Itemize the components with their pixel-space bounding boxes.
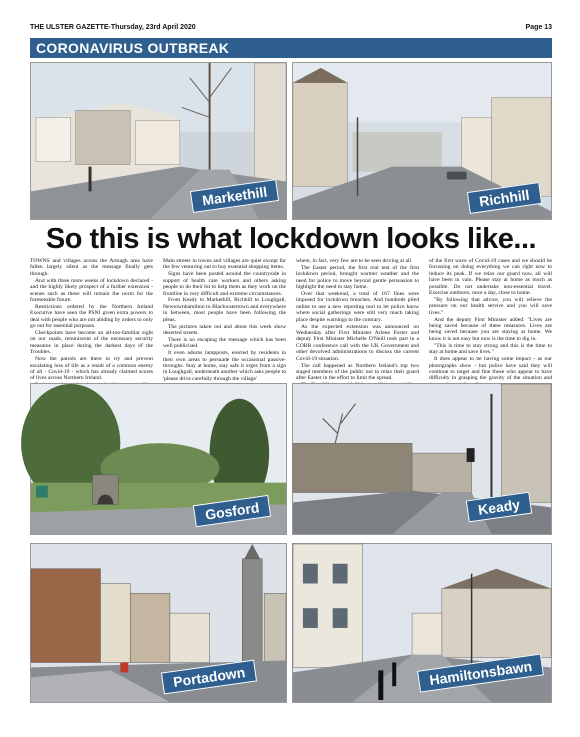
paragraph: Main streets in towns and villages are quiet except for the few venturing out to buy essential shopping items.: [163, 258, 286, 271]
paragraph: And the deputy First Minister added: "Lives are being saved because of these measures. Lives are being saved because you are staying at home. We know it is not easy but now is the time to dig in.: [429, 316, 552, 342]
masthead: [30, 24, 552, 36]
paragraph: Signs have been posted around the countryside in support of health care workers and others asking people to do their bit to help them as they work on the frontline in very difficult and extreme circumstances.: [163, 271, 286, 297]
photo-label: Portadown: [161, 660, 257, 695]
photo-gosford: [30, 383, 287, 535]
paragraph: There is no escaping the message which has been well publicised.: [163, 336, 286, 350]
photo-label: Richhill: [467, 182, 542, 214]
photo-label: Keady: [466, 492, 532, 523]
paragraph: "This is time to stay strong and this is the time to stay at home and save lives.": [429, 342, 552, 356]
photo-richhill: [292, 62, 552, 220]
photo-label: Gosford: [192, 495, 271, 527]
paragraph: As the expected extension was announced on Wednesday after First Minister Arlene Foster and deputy First Minister Michelle O'Neill took part in a COBR conference call with the UK Government and other devolved administrations to discuss the current Covid-19 situation.: [296, 323, 419, 362]
photo-portadown: [30, 543, 287, 703]
page-number: Page 13: [525, 24, 552, 31]
section-title: CORONAVIRUS OUTBREAK: [36, 40, 230, 56]
article-body: [30, 258, 552, 382]
paragraph: The call happened as Northern Ireland's top two staged members of the public not to relax their guard after Easter in the effort to limit the spread.: [296, 362, 419, 382]
headline: So this is what lockdown looks like...: [45, 223, 537, 255]
section-header: [30, 38, 552, 58]
paragraph: It does appear to be having some impact - as our photographs show - but police have said they will continue to target and fine those who appear to have difficulty in grasping the gravity of the situation and: [429, 356, 552, 382]
photo-label: Hamiltonsbawn: [417, 653, 544, 692]
paragraph: Now the patrols are there to try and prevent escalating loss of life as a result of a common enemy of all - Covid-19 - which has already claimed scores of lives across Northern Ireland.: [30, 356, 153, 382]
paragraph: of the first wave of Covid-19 cases and we should be focussing on doing everything we can right now to reduce its peak. If we relax our guard now, all will have been in vain. Please stay at home as much as possible. Do not undertake non-essential travel. Exercise outdoors, once a day, close to home.: [429, 258, 552, 297]
article-column-1: [30, 258, 153, 382]
article-column-2: [163, 258, 286, 382]
photo-markethill: [30, 62, 287, 220]
paragraph: Restrictions ordered by the Northern Ireland Executive have seen the PSNI given extra powers to deal with people who are not abiding by orders to only go out for essential purposes.: [30, 303, 153, 330]
photo-label: Markethill: [190, 179, 280, 213]
paragraph: The Easter period, the first real test of the first lockdown period, brought warmer weather and the need for police to move beyond gentle persuasion to highlight the need to stay home.: [296, 264, 419, 291]
paragraph: The pictures taken out and about this week show deserted streets.: [163, 323, 286, 336]
paragraph: Over that weekend, a total of 167 fines were imposed for lockdown breaches. And hundreds piled online to use a new reporting tool to let police know where social gatherings were still very much taking place despite warnings to the contrary.: [296, 291, 419, 323]
paragraph: Checkpoints have become an all-too-familiar sight on our roads, reminiscent of the necessary security measures in place during the darkest days of the Troubles.: [30, 329, 153, 356]
paragraph: And with three more weeks of lockdown declared - and the highly likely prospect of a further extension - scenes such as these will remain the norm for the foreseeable future.: [30, 277, 153, 303]
photo-keady: [292, 383, 552, 535]
paragraph: From Keady to Markethill, Richhill to Loughgall, Newtownhamilton to Blackwatertown and everywhere in between, most people have been following the pleas.: [163, 297, 286, 323]
article-column-4: [429, 258, 552, 382]
masthead-title: THE ULSTER GAZETTE-Thursday, 23rd April 2020: [30, 24, 196, 31]
paragraph: It even adorns lampposts, erected by residents in their own areas to persuade the occasional passive-throughs. Stay at home, stay safe it urges from a sign in Loughgall, underneath another which asks people to 'please drive carefully through the village': [163, 350, 286, 382]
photo-hamiltonsbawn: [292, 543, 552, 703]
paragraph: TOWNS and villages across the Armagh area have fallen largely silent as the message finally gets through.: [30, 258, 153, 277]
paragraph: where, in fact, very few are to be seen driving at all.: [296, 258, 413, 264]
article-column-3: [296, 258, 419, 382]
paragraph: "By following that advice, you will relieve the pressure on our health service and you will save lives.": [429, 296, 552, 316]
